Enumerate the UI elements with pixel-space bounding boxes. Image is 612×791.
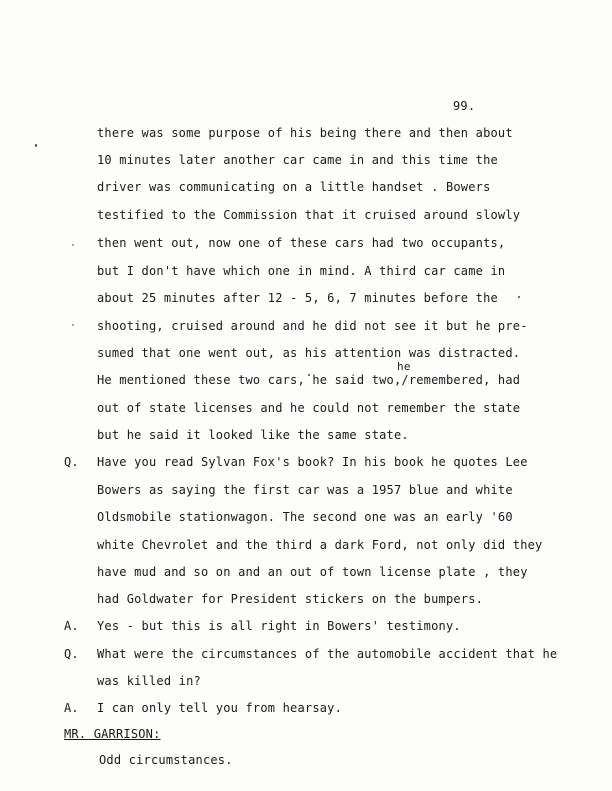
answer-line: I can only tell you from hearsay. <box>97 701 343 715</box>
answer-tag: A. <box>64 619 79 633</box>
question-line: Oldsmobile stationwagon. The second one was an early '60 <box>97 510 513 524</box>
question-line: Bowers as saying the first car was a 1957 blue and white <box>97 483 513 497</box>
question-tag: Q. <box>64 647 79 661</box>
paragraph-line: driver was communicating on a little handset . Bowers <box>97 180 491 194</box>
paragraph-line: testified to the Commission that it cruised around slowly <box>97 208 521 222</box>
paragraph-line: 10 minutes later another car came in and this time the <box>97 153 498 167</box>
paragraph-line: He mentioned these two cars, he said two,/remembered, had <box>97 373 521 387</box>
question-line: had Goldwater for President stickers on the bumpers. <box>97 592 484 606</box>
margin-speck <box>72 244 74 246</box>
paragraph-line: out of state licenses and he could not remember the state <box>97 401 521 415</box>
answer-line: Yes - but this is all right in Bowers' testimony. <box>97 619 461 633</box>
margin-speck <box>72 324 74 326</box>
speaker-label: MR. GARRISON: <box>64 727 161 741</box>
handwritten-insertion: he <box>397 360 411 373</box>
paragraph-line: about 25 minutes after 12 - 5, 6, 7 minutes before the <box>97 291 498 305</box>
paragraph-line: but he said it looked like the same state. <box>97 428 409 442</box>
paragraph-line: then went out, now one of these cars had two occupants, <box>97 236 506 250</box>
margin-speck <box>35 144 37 147</box>
question-line: have mud and so on and an out of town license plate , they <box>97 565 528 579</box>
paragraph-line: but I don't have which one in mind. A third car came in <box>97 264 506 278</box>
question-tag: Q. <box>64 455 79 469</box>
speaker-text: Odd circumstances. <box>99 753 233 767</box>
question-line: white Chevrolet and the third a dark Ford, not only did they <box>97 538 543 552</box>
paragraph-line: shooting, cruised around and he did not see it but he pre- <box>97 319 528 333</box>
question-line: What were the circumstances of the automobile accident that he <box>97 647 558 661</box>
paragraph-line: sumed that one went out, as his attention was distracted. <box>97 346 521 360</box>
question-line: Have you read Sylvan Fox's book? In his book he quotes Lee <box>97 455 528 469</box>
answer-tag: A. <box>64 701 79 715</box>
margin-speck <box>518 296 520 298</box>
question-line: was killed in? <box>97 674 201 688</box>
page-number: 99. <box>453 99 476 113</box>
paragraph-line: there was some purpose of his being there and then about <box>97 126 513 140</box>
